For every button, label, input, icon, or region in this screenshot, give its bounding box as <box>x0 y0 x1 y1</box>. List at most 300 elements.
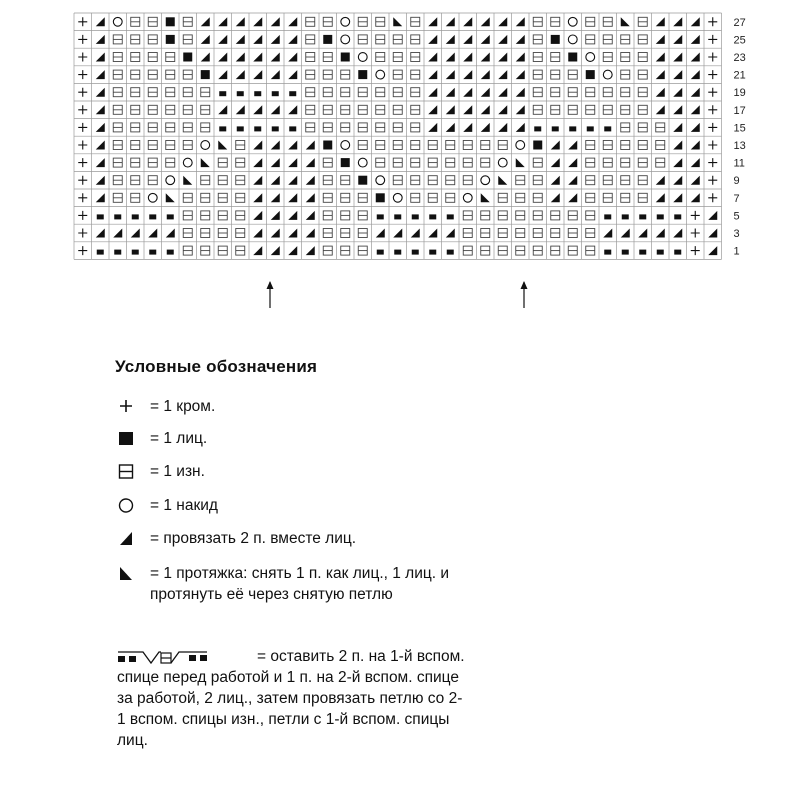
legend-text-ssk: = 1 протяжка: снять 1 п. как лиц., 1 лиц. и протянуть её через снятую петлю <box>150 565 450 603</box>
edge-stitch <box>78 105 87 114</box>
k2tog-stitch <box>656 229 665 238</box>
k2tog-stitch <box>218 53 227 62</box>
k2tog-stitch <box>551 158 560 167</box>
k2tog-stitch <box>673 105 682 114</box>
row-number: 11 <box>733 157 745 170</box>
k2tog-stitch <box>306 211 315 220</box>
k2tog-stitch <box>393 229 402 238</box>
k2tog-stitch <box>306 246 315 255</box>
k2tog-stitch <box>306 176 315 185</box>
k2tog-stitch <box>603 229 612 238</box>
k2tog-stitch <box>288 246 297 255</box>
cable-stitch <box>429 214 436 219</box>
k2tog-stitch <box>218 17 227 26</box>
k2tog-stitch <box>236 105 245 114</box>
k2tog-stitch <box>691 193 700 202</box>
k2tog-stitch <box>673 123 682 132</box>
k2tog-stitch <box>691 53 700 62</box>
k2tog-stitch <box>288 193 297 202</box>
k2tog-stitch <box>428 88 437 97</box>
yarn-over <box>341 35 350 44</box>
ssk-stitch <box>621 17 630 26</box>
k2tog-stitch <box>428 35 437 44</box>
row-number: 19 <box>733 87 746 100</box>
yarn-over <box>568 35 577 44</box>
edge-stitch <box>78 193 87 202</box>
k2tog-stitch <box>236 70 245 79</box>
cable-stitch <box>604 250 611 255</box>
k2tog-stitch <box>516 123 525 132</box>
k2tog-stitch <box>253 105 262 114</box>
k2tog-stitch <box>446 35 455 44</box>
k2tog-stitch <box>428 123 437 132</box>
cable-stitch <box>237 91 244 96</box>
legend-item-purl <box>117 461 205 482</box>
k2tog-stitch <box>96 70 105 79</box>
k2tog-stitch <box>568 176 577 185</box>
edge-stitch <box>708 35 717 44</box>
k2tog-stitch <box>568 158 577 167</box>
legend-item-ssk <box>117 563 462 605</box>
k2tog-stitch <box>271 211 280 220</box>
cable-stitch <box>289 126 296 131</box>
k2tog-stitch <box>236 17 245 26</box>
k2tog-stitch <box>481 70 490 79</box>
k2tog-stitch <box>96 141 105 150</box>
k2tog-stitch <box>673 70 682 79</box>
k2tog-stitch <box>621 229 630 238</box>
cable-stitch <box>272 126 279 131</box>
k2tog-stitch <box>673 141 682 150</box>
edge-stitch <box>691 246 700 255</box>
k2tog-stitch <box>306 229 315 238</box>
cable-stitch <box>272 91 279 96</box>
k2tog-stitch <box>446 229 455 238</box>
k2tog-stitch <box>656 53 665 62</box>
cable-stitch <box>377 250 384 255</box>
k2tog-stitch <box>218 105 227 114</box>
k2tog-stitch <box>271 17 280 26</box>
k2tog-stitch <box>96 35 105 44</box>
k2tog-stitch <box>253 158 262 167</box>
cable-stitch <box>552 126 559 131</box>
k2tog-stitch <box>96 88 105 97</box>
k2tog-stitch <box>201 17 210 26</box>
k2tog-stitch <box>218 70 227 79</box>
knit-stitch <box>166 35 175 44</box>
cable-stitch <box>569 126 576 131</box>
k2tog-stitch <box>253 211 262 220</box>
k2tog-stitch <box>673 35 682 44</box>
row-number: 17 <box>733 104 746 117</box>
row-number: 7 <box>733 192 740 205</box>
cable-stitch <box>132 250 139 255</box>
k2tog-stitch <box>656 17 665 26</box>
k2tog-stitch <box>236 53 245 62</box>
cable-stitch <box>394 250 401 255</box>
knit-stitch <box>551 35 560 44</box>
k2tog-stitch <box>271 176 280 185</box>
k2tog-stitch <box>691 105 700 114</box>
legend-item-cable <box>117 646 467 751</box>
k2tog-stitch <box>218 35 227 44</box>
knit-stitch <box>358 70 367 79</box>
ssk-stitch <box>218 141 227 150</box>
k2tog-stitch <box>253 17 262 26</box>
k2tog-stitch <box>446 17 455 26</box>
k2tog-stitch <box>498 17 507 26</box>
k2tog-stitch <box>288 35 297 44</box>
cable-stitch <box>289 91 296 96</box>
k2tog-stitch <box>271 141 280 150</box>
edge-stitch <box>691 229 700 238</box>
cable-stitch <box>394 214 401 219</box>
cable-stitch <box>447 250 454 255</box>
k2tog-stitch <box>428 229 437 238</box>
cable-stitch <box>237 126 244 131</box>
legend-text-yarnover: = 1 накид <box>150 497 218 514</box>
k2tog-stitch <box>691 141 700 150</box>
k2tog-stitch <box>306 141 315 150</box>
ssk-stitch <box>183 176 192 185</box>
k2tog-stitch <box>656 105 665 114</box>
cable-stitch <box>639 250 646 255</box>
k2tog-stitch <box>446 53 455 62</box>
k2tog-stitch <box>691 176 700 185</box>
cable-stitch <box>622 250 629 255</box>
k2tog-stitch <box>96 53 105 62</box>
yarn-over <box>603 70 612 79</box>
knit-stitch <box>586 70 595 79</box>
k2tog-stitch <box>271 229 280 238</box>
yarn-over <box>341 141 350 150</box>
k2tog-stitch <box>516 70 525 79</box>
cable-stitch <box>429 250 436 255</box>
k2tog-stitch <box>638 229 647 238</box>
yarn-over <box>148 193 157 202</box>
cable-stitch <box>97 214 104 219</box>
k2tog-stitch <box>691 17 700 26</box>
k2tog-stitch <box>656 193 665 202</box>
edge-stitch <box>78 176 87 185</box>
cable-stitch <box>149 214 156 219</box>
k2tog-stitch <box>306 193 315 202</box>
k2tog-stitch <box>498 88 507 97</box>
k2tog-stitch <box>96 229 105 238</box>
k2tog-stitch <box>568 141 577 150</box>
row-number: 21 <box>733 69 746 82</box>
k2tog-stitch <box>498 70 507 79</box>
cable-stitch <box>534 126 541 131</box>
k2tog-stitch <box>288 176 297 185</box>
knit-stitch <box>341 158 350 167</box>
yarn-over <box>113 17 122 26</box>
row-number: 25 <box>733 34 746 47</box>
k2tog-stitch <box>463 88 472 97</box>
k2tog-stitch <box>673 193 682 202</box>
k2tog-stitch <box>481 17 490 26</box>
k2tog-stitch <box>411 229 420 238</box>
cable-stitch <box>657 214 664 219</box>
knit-stitch <box>183 53 192 62</box>
k2tog-stitch <box>96 17 105 26</box>
yarn-over <box>481 176 490 185</box>
legend-item-edge <box>117 396 215 417</box>
legend-item-k2tog <box>117 528 356 549</box>
k2tog-stitch <box>463 105 472 114</box>
cable-stitch <box>657 250 664 255</box>
yarn-over <box>586 53 595 62</box>
k2tog-stitch <box>673 229 682 238</box>
k2tog-stitch <box>498 123 507 132</box>
yarn-over <box>358 53 367 62</box>
yarn-over <box>201 141 210 150</box>
k2tog-stitch <box>253 35 262 44</box>
cable-stitch <box>167 250 174 255</box>
knit-stitch <box>323 35 332 44</box>
knit-stitch <box>341 53 350 62</box>
yarn-over <box>376 176 385 185</box>
k2tog-stitch <box>446 123 455 132</box>
ssk-stitch <box>481 193 490 202</box>
legend-text-purl: = 1 изн. <box>150 463 205 480</box>
k2tog-stitch <box>288 229 297 238</box>
cable-stitch <box>114 214 121 219</box>
k2tog-stitch <box>516 17 525 26</box>
legend-item-knit <box>117 428 207 449</box>
edge-stitch <box>78 211 87 220</box>
k2tog-stitch <box>673 88 682 97</box>
knit-stitch <box>166 17 175 26</box>
k2tog-stitch <box>551 193 560 202</box>
k2tog-stitch <box>253 193 262 202</box>
k2tog-stitch <box>446 105 455 114</box>
cable-stitch <box>674 214 681 219</box>
edge-stitch <box>708 70 717 79</box>
edge-stitch <box>78 123 87 132</box>
cable-stitch <box>412 250 419 255</box>
k2tog-stitch <box>691 123 700 132</box>
k2tog-stitch <box>656 35 665 44</box>
k2tog-stitch <box>428 70 437 79</box>
k2tog-stitch <box>691 88 700 97</box>
edge-stitch <box>78 141 87 150</box>
ssk-stitch <box>516 158 525 167</box>
k2tog-stitch <box>288 105 297 114</box>
yarn-over <box>183 158 192 167</box>
k2tog-stitch <box>166 229 175 238</box>
k2tog-stitch <box>708 246 717 255</box>
k2tog-stitch <box>708 229 717 238</box>
k2tog-stitch <box>463 17 472 26</box>
edge-stitch <box>78 70 87 79</box>
edge-stitch <box>708 193 717 202</box>
k2tog-stitch <box>498 105 507 114</box>
purl-square-icon <box>117 462 135 480</box>
cable-stitch <box>674 250 681 255</box>
k2tog-stitch <box>271 53 280 62</box>
k2tog-stitch <box>201 35 210 44</box>
cable-stitch <box>132 214 139 219</box>
ssk-stitch <box>393 17 402 26</box>
repeat-arrow-head <box>521 281 528 289</box>
k2tog-stitch <box>656 88 665 97</box>
cable-stitch <box>219 91 226 96</box>
edge-stitch <box>708 105 717 114</box>
edge-stitch <box>708 141 717 150</box>
k2tog-stitch <box>253 176 262 185</box>
edge-stitch <box>78 229 87 238</box>
cable-stitch <box>219 126 226 131</box>
yarn-over <box>516 141 525 150</box>
knit-stitch <box>376 193 385 202</box>
k2tog-stitch <box>253 53 262 62</box>
yarn-over <box>341 17 350 26</box>
k2tog-stitch <box>96 176 105 185</box>
cable-stitch <box>254 91 261 96</box>
k2tog-stitch <box>463 53 472 62</box>
edge-stitch <box>78 158 87 167</box>
edge-stitch <box>78 246 87 255</box>
knit-stitch <box>323 141 332 150</box>
k2tog-stitch <box>498 35 507 44</box>
edge-stitch <box>708 158 717 167</box>
k2tog-stitch <box>96 105 105 114</box>
k2tog-stitch <box>113 229 122 238</box>
k2tog-stitch <box>516 53 525 62</box>
k2tog-stitch <box>551 176 560 185</box>
k2tog-stitch <box>201 53 210 62</box>
k2tog-stitch <box>673 176 682 185</box>
k2tog-stitch <box>271 105 280 114</box>
k2tog-stitch <box>463 35 472 44</box>
k2tog-stitch <box>428 53 437 62</box>
cable-stitch <box>622 214 629 219</box>
knitting-chart <box>0 0 800 330</box>
row-number: 1 <box>733 245 740 258</box>
edge-stitch <box>691 211 700 220</box>
k2tog-stitch <box>481 123 490 132</box>
k2tog-stitch <box>691 70 700 79</box>
ssk-stitch <box>498 176 507 185</box>
k2tog-stitch <box>288 158 297 167</box>
edge-stitch <box>708 123 717 132</box>
filled-square-icon <box>117 429 135 447</box>
k2tog-stitch <box>288 141 297 150</box>
k2tog-stitch <box>306 158 315 167</box>
legend-item-yarnover <box>117 495 218 516</box>
cable-stitch <box>149 250 156 255</box>
edge-stitch <box>78 53 87 62</box>
cable-stitch <box>604 126 611 131</box>
k2tog-stitch <box>271 70 280 79</box>
legend-text-edge: = 1 кром. <box>150 398 216 415</box>
cable-stitch <box>604 214 611 219</box>
ssk-stitch <box>201 158 210 167</box>
k2tog-stitch <box>131 229 140 238</box>
k2tog-stitch <box>551 141 560 150</box>
edge-stitch <box>78 88 87 97</box>
k2tog-stitch <box>428 105 437 114</box>
row-number: 27 <box>733 16 746 29</box>
k2tog-stitch <box>446 70 455 79</box>
legend-text-knit: = 1 лиц. <box>150 430 208 447</box>
yarn-over <box>376 70 385 79</box>
k2tog-stitch <box>481 88 490 97</box>
yarn-over <box>358 158 367 167</box>
k2tog-stitch <box>288 53 297 62</box>
edge-stitch <box>708 176 717 185</box>
ssk-stitch <box>166 193 175 202</box>
cable-stitch <box>412 214 419 219</box>
knit-stitch <box>358 176 367 185</box>
cable-stitch <box>447 214 454 219</box>
k2tog-stitch <box>673 17 682 26</box>
repeat-arrow-head <box>267 281 274 289</box>
edge-stitch <box>708 53 717 62</box>
k2tog-stitch <box>516 105 525 114</box>
knit-stitch <box>533 141 542 150</box>
row-number: 9 <box>733 175 740 188</box>
cable-stitch <box>639 214 646 219</box>
k2tog-stitch <box>236 35 245 44</box>
k2tog-stitch <box>288 17 297 26</box>
k2tog-stitch <box>673 158 682 167</box>
plus-icon <box>117 397 135 415</box>
edge-stitch <box>78 35 87 44</box>
k2tog-stitch <box>516 35 525 44</box>
row-number: 13 <box>733 140 746 152</box>
yarn-over <box>393 193 402 202</box>
k2tog-stitch <box>691 35 700 44</box>
yarn-over <box>463 193 472 202</box>
k2tog-stitch <box>673 53 682 62</box>
k2tog-stitch <box>271 35 280 44</box>
k2tog-stitch <box>446 88 455 97</box>
yarn-over <box>166 176 175 185</box>
cable-stitch <box>587 126 594 131</box>
k2tog-stitch <box>656 176 665 185</box>
cable-cross-icon <box>117 650 237 666</box>
k2tog-stitch <box>498 53 507 62</box>
k2tog-stitch <box>148 229 157 238</box>
k2tog-stitch <box>253 246 262 255</box>
row-number: 3 <box>733 228 740 240</box>
k2tog-stitch <box>568 193 577 202</box>
k2tog-stitch <box>271 246 280 255</box>
legend-text-k2tog: = провязать 2 п. вместе лиц. <box>150 530 357 547</box>
k2tog-stitch <box>253 141 262 150</box>
cable-stitch <box>167 214 174 219</box>
k2tog-stitch <box>481 53 490 62</box>
k2tog-stitch <box>463 123 472 132</box>
k2tog-stitch <box>376 229 385 238</box>
legend-title: Условные обозначения <box>115 357 318 376</box>
circle-icon <box>117 496 135 514</box>
k2tog-stitch <box>481 105 490 114</box>
legend-text-cable: = оставить 2 п. на 1-й вспом. спице перед работой и 1 п. на 2-й вспом. спице за работой, 2 лиц., затем провязать петлю со 2-1 вспом. спицы изн., петли с 1-й вспом. спицы лиц. <box>117 648 465 749</box>
row-number: 5 <box>733 210 740 223</box>
k2tog-stitch <box>481 35 490 44</box>
k2tog-stitch <box>428 17 437 26</box>
k2tog-stitch <box>96 123 105 132</box>
edge-stitch <box>708 88 717 97</box>
k2tog-stitch <box>463 70 472 79</box>
row-number: 15 <box>733 122 746 135</box>
left-triangle-icon <box>117 529 135 547</box>
k2tog-stitch <box>691 158 700 167</box>
k2tog-stitch <box>271 158 280 167</box>
